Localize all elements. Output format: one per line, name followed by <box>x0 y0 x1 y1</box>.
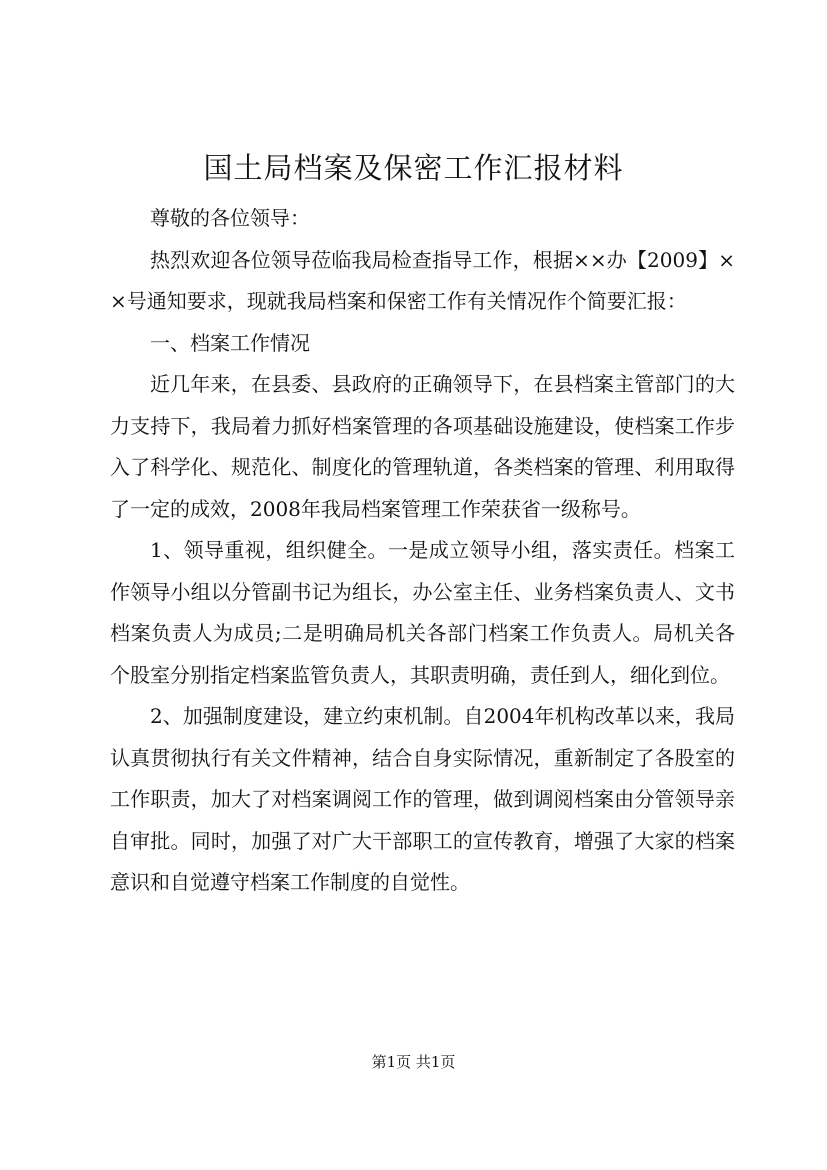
page-footer: 第1页 共1页 <box>371 1053 456 1071</box>
document-body <box>110 198 735 904</box>
section-heading-archives: 一、档案工作情况 <box>150 330 310 355</box>
archives-overview-paragraph: 近几年来，在县委、县政府的正确领导下，在县档案主管部门的大力支持下，我局着力抓好档案管理的各项基础设施建设，使档案工作步入了科学化、规范化、制度化的管理轨道，各类档案的管理、利用取得了一定的成效，2008年我局档案管理工作荣获省一级称号。 <box>110 372 735 521</box>
document-title: 国土局档案及保密工作汇报材料 <box>203 151 624 185</box>
salutation: 尊敬的各位领导： <box>150 206 310 230</box>
leadership-paragraph: 1、领导重视，组织健全。一是成立领导小组，落实责任。档案工作领导小组以分管副书记为组长，办公室主任、业务档案负责人、文书档案负责人为成员;二是明确局机关各部门档案工作负责人。局机关各个股室分别指定档案监管负责人，其职责明确，责任到人，细化到位。 <box>110 538 735 687</box>
intro-paragraph: 热烈欢迎各位领导莅临我局检查指导工作，根据××办【2009】××号通知要求，现就我局档案和保密工作有关情况作个简要汇报： <box>110 247 735 313</box>
system-building-paragraph: 2、加强制度建设，建立约束机制。自2004年机构改革以来，我局认真贯彻执行有关文件精神，结合自身实际情况，重新制定了各股室的工作职责，加大了对档案调阅工作的管理，做到调阅档案由分管领导亲自审批。同时，加强了对广大干部职工的宣传教育，增强了大家的档案意识和自觉遵守档案工作制度的自觉性。 <box>110 704 735 894</box>
